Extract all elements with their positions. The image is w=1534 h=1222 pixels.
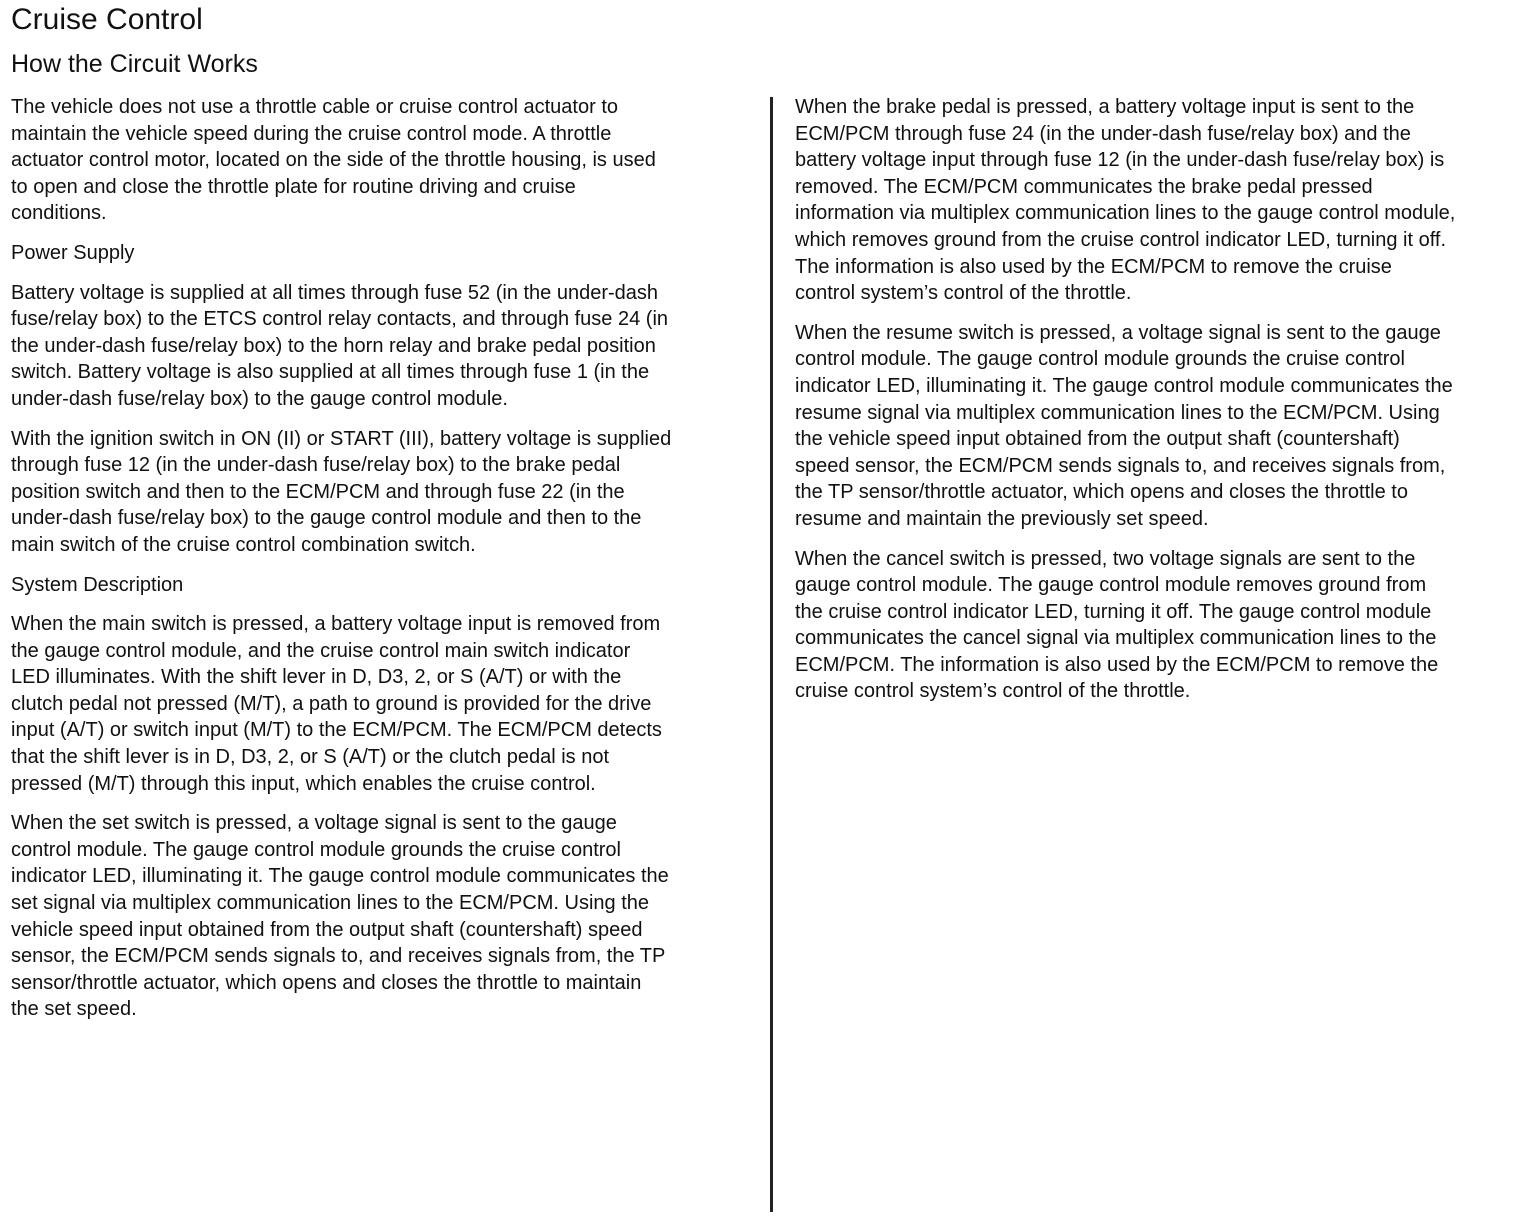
paragraph-line: The information is also used by the ECM/PCM to remove the cruise (795, 255, 1392, 278)
paragraph-line: the cruise control indicator LED, turning it off. The gauge control module (795, 600, 1432, 623)
section-heading: Power Supply (11, 241, 135, 264)
paragraph-line: vehicle speed input obtained from the output shaft (countershaft) speed (11, 918, 643, 941)
paragraph-line: speed sensor, the ECM/PCM sends signals to, and receives signals from, (795, 454, 1446, 477)
paragraph-line: With the ignition switch in ON (II) or START (III), battery voltage is supplied (11, 427, 672, 450)
paragraph-line: When the set switch is pressed, a voltage signal is sent to the gauge (11, 812, 617, 835)
paragraph-line: under-dash fuse/relay box) to the gauge control module. (11, 387, 508, 410)
paragraph (11, 611, 751, 797)
paragraph-line: main switch of the cruise control combination switch. (11, 533, 476, 556)
paragraph-line: the set speed. (11, 998, 137, 1021)
paragraph (795, 546, 1531, 706)
paragraph-line: When the brake pedal is pressed, a battery voltage input is sent to the (795, 96, 1415, 118)
paragraph-line: under-dash fuse/relay box) to the gauge control module and then to the (11, 507, 642, 530)
paragraph-line: control module. The gauge control module grounds the cruise control (11, 838, 621, 861)
paragraph-line: maintain the vehicle speed during the cruise control mode. A throttle (11, 122, 612, 145)
paragraph-line: to open and close the throttle plate for routine driving and cruise (11, 175, 576, 198)
paragraph-line: ECM/PCM through fuse 24 (in the under-dash fuse/relay box) and the (795, 122, 1411, 145)
paragraph-line: communicates the cancel signal via multiplex communication lines to the (795, 627, 1437, 650)
paragraph-line: clutch pedal not pressed (M/T), a path to ground is provided for the drive (11, 692, 652, 715)
paragraph-line: the vehicle speed input obtained from the output shaft (countershaft) (795, 428, 1400, 451)
paragraph-line: resume and maintain the previously set speed. (795, 507, 1209, 530)
right-column (795, 94, 1531, 718)
paragraph (11, 280, 751, 413)
paragraph-line: the gauge control module, and the cruise control main switch indicator (11, 639, 631, 662)
paragraph-line: set signal via multiplex communication lines to the ECM/PCM. Using the (11, 892, 650, 915)
paragraph-line: sensor, the ECM/PCM sends signals to, and receives signals from, the TP (11, 945, 666, 968)
paragraph-line: which removes ground from the cruise control indicator LED, turning it off. (795, 228, 1447, 251)
paragraph-line: control system’s control of the throttle. (795, 282, 1132, 305)
paragraph (11, 810, 751, 1023)
paragraph-line: the TP sensor/throttle actuator, which opens and closes the throttle to (795, 481, 1408, 504)
paragraph-line: conditions. (11, 202, 107, 225)
paragraph-line: When the main switch is pressed, a battery voltage input is removed from (11, 613, 661, 636)
paragraph (11, 426, 751, 559)
paragraph-line: battery voltage input through fuse 12 (in the under-dash fuse/relay box) is (795, 149, 1445, 172)
paragraph-line: resume signal via multiplex communication lines to the ECM/PCM. Using (795, 401, 1440, 424)
paragraph-line: switch. Battery voltage is also supplied at all times through fuse 1 (in the (11, 361, 650, 384)
paragraph-line: Battery voltage is supplied at all times through fuse 52 (in the under-dash (11, 281, 659, 304)
paragraph-line: the under-dash fuse/relay box) to the horn relay and brake pedal position (11, 334, 656, 357)
paragraph-line: The vehicle does not use a throttle cable or cruise control actuator to (11, 96, 619, 118)
paragraph-line: ECM/PCM. The information is also used by the ECM/PCM to remove the (795, 653, 1439, 676)
paragraph (11, 94, 751, 227)
paragraph-line: actuator control motor, located on the side of the throttle housing, is used (11, 149, 656, 172)
section-heading: System Description (11, 573, 184, 596)
paragraph-line: position switch and then to the ECM/PCM and through fuse 22 (in the (11, 480, 625, 503)
paragraph-line: input (A/T) or switch input (M/T) to the ECM/PCM. The ECM/PCM detects (11, 719, 662, 742)
paragraph-line: sensor/throttle actuator, which opens and closes the throttle to maintain (11, 971, 642, 994)
paragraph-line: indicator LED, illuminating it. The gauge control module communicates the (795, 374, 1453, 397)
paragraph-line: When the resume switch is pressed, a voltage signal is sent to the gauge (795, 321, 1441, 344)
paragraph-line: indicator LED, illuminating it. The gauge control module communicates the (11, 865, 669, 888)
paragraph-line: pressed (M/T) through this input, which enables the cruise control. (11, 772, 596, 795)
paragraph (795, 320, 1531, 533)
paragraph-line: that the shift lever is in D, D3, 2, or S (A/T) or the clutch pedal is not (11, 746, 610, 769)
section-subtitle: How the Circuit Works (11, 50, 258, 78)
paragraph-line: When the cancel switch is pressed, two voltage signals are sent to the (795, 547, 1416, 570)
paragraph-line: cruise control system’s control of the throttle. (795, 680, 1191, 703)
column-divider (770, 97, 773, 1212)
paragraph-line: gauge control module. The gauge control module removes ground from (795, 574, 1427, 597)
paragraph-line: through fuse 12 (in the under-dash fuse/relay box) to the brake pedal (11, 454, 621, 477)
paragraph-line: control module. The gauge control module grounds the cruise control (795, 348, 1405, 371)
paragraph-line: removed. The ECM/PCM communicates the brake pedal pressed (795, 175, 1373, 198)
paragraph-line: fuse/relay box) to the ETCS control relay contacts, and through fuse 24 (in (11, 308, 669, 331)
paragraph-line: LED illuminates. With the shift lever in D, D3, 2, or S (A/T) or with the (11, 666, 622, 689)
page-title: Cruise Control (11, 3, 203, 36)
left-column (11, 94, 751, 1036)
paragraph (795, 94, 1531, 307)
paragraph-line: information via multiplex communication lines to the gauge control module, (795, 202, 1456, 225)
